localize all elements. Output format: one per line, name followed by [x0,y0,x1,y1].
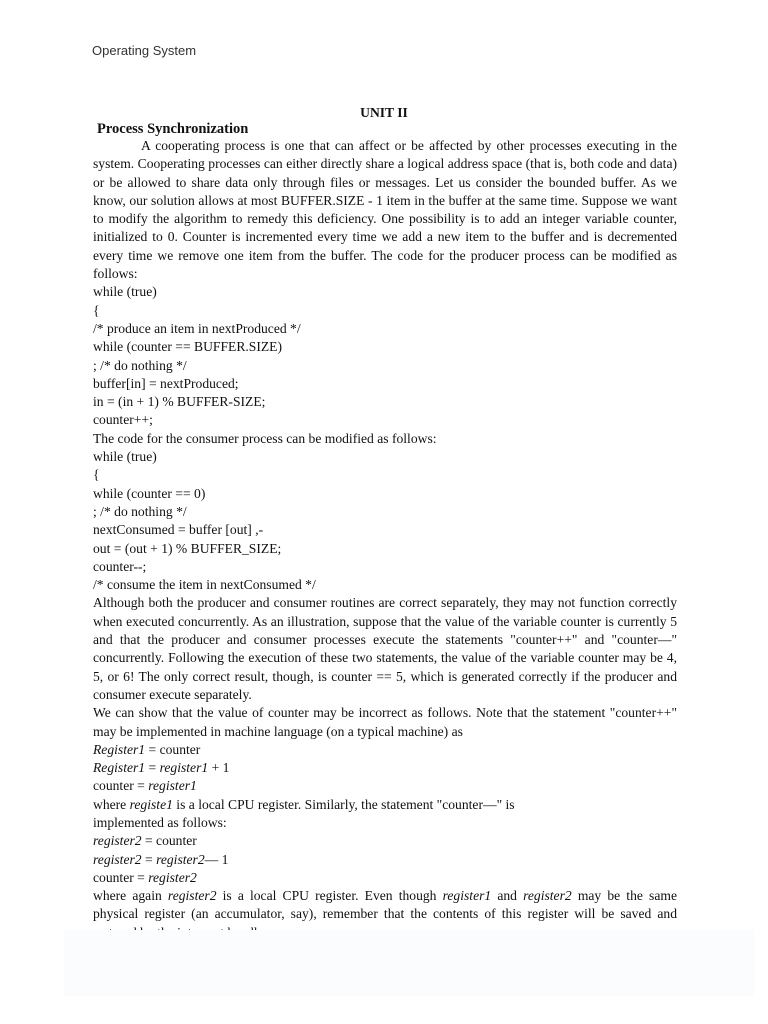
register-var: register1 [148,778,197,794]
running-header: Operating System [92,43,197,58]
register-var: register2 [148,869,197,885]
register-var: register2 [156,851,205,867]
code-line [93,851,677,869]
code-line: counter++; [93,412,153,428]
register-var: Register1 [93,760,146,776]
document-body [93,137,677,942]
register-note-cont: implemented as follows: [93,814,227,830]
code-line: while (counter == 0) [93,485,206,501]
expr-text: = [141,851,157,867]
text-run: where [93,796,130,812]
text-run: and [491,888,524,904]
code-line [93,869,677,887]
expr-text: counter = [93,778,149,794]
consumer-code-block [93,448,677,594]
register-var: register1 [159,760,209,776]
code-line: { [93,302,100,318]
text-run: is a local CPU register. Similarly, the statement "counter—" is [172,796,515,812]
code-line [93,832,677,850]
consumer-intro: The code for the consumer process can be modified as follows: [93,430,437,446]
expr-text: + 1 [208,760,230,776]
code-line: while (true) [93,449,157,465]
expr-text: counter = [93,869,149,885]
code-line: /* produce an item in nextProduced */ [93,320,301,336]
code-line: ; /* do nothing */ [93,503,187,519]
register-var: register2 [523,888,572,904]
decrement-code-block [93,832,677,887]
code-line: ; /* do nothing */ [93,357,187,373]
code-line: while (counter == BUFFER.SIZE) [93,339,283,355]
register-var: register2 [93,851,142,867]
expr-text: — 1 [204,851,229,867]
register-var: registe1 [129,796,173,812]
code-line [93,759,677,777]
expr-text: = [145,760,160,776]
expr-text: = counter [145,741,201,757]
producer-code-block [93,283,677,429]
register-var: register2 [167,888,217,904]
code-line: { [93,467,100,483]
footer-band [64,930,754,996]
expr-text: = counter [141,833,197,849]
code-line: /* consume the item in nextConsumed */ [93,577,316,593]
code-line: in = (in + 1) % BUFFER-SIZE; [93,394,266,410]
text-run: may be the same physical register (an accumulator, say), remember that the contents of this register will be saved and [93,888,677,922]
intro-paragraph: A cooperating process is one that can affect or be affected by other processes executing in the system. Cooperating processes can either directly share a logical address space (that is, both code and data) or be allowed to share data only through files or messages. Let us consider the bounded buffer. As we know, our solution allows at most BUFFER.SIZE - 1 item in the buffer at the same time. Suppose we want to modify the algorithm to remedy this deficiency. One possibility is to add an integer variable counter, initialized to 0. Counter is incremented every time we add a new item to the buffer and is decremented every time we remove one item from the buffer. The code for the producer process can be modified as follows: [93,138,677,282]
code-line: while (true) [93,284,157,300]
code-line: out = (out + 1) % BUFFER_SIZE; [93,540,282,556]
code-line [93,777,677,795]
unit-title: UNIT II [360,105,408,120]
code-line: buffer[in] = nextProduced; [93,375,239,391]
register-var: register1 [442,888,492,904]
register-var: register2 [93,833,142,849]
text-run: where again [93,888,168,904]
register-note [93,796,677,814]
register-var: Register1 [93,741,146,757]
machine-language-paragraph: We can show that the value of counter may be incorrect as follows. Note that the statement "counter++" may be implemented in machine language (on a typical machine) as [93,705,677,739]
code-line [93,741,677,759]
concurrency-paragraph: Although both the producer and consumer routines are correct separately, they may not function correctly when executed concurrently. As an illustration, suppose that the value of the variable counter is currently 5 and that the producer and consumer processes execute the statements "counter++" and "counter—" concurrently. Following the execution of these two statements, the value of the variable counter may be 4, 5, or 6! The only correct result, though, is counter == 5, which is generated correctly if the producer and consumer execute separately. [93,595,677,702]
code-line: nextConsumed = buffer [out] ,- [93,522,264,538]
increment-code-block [93,741,677,796]
section-title: Process Synchronization [97,121,249,137]
text-run: is a local CPU register. Even though [216,888,443,904]
code-line: counter--; [93,558,147,574]
